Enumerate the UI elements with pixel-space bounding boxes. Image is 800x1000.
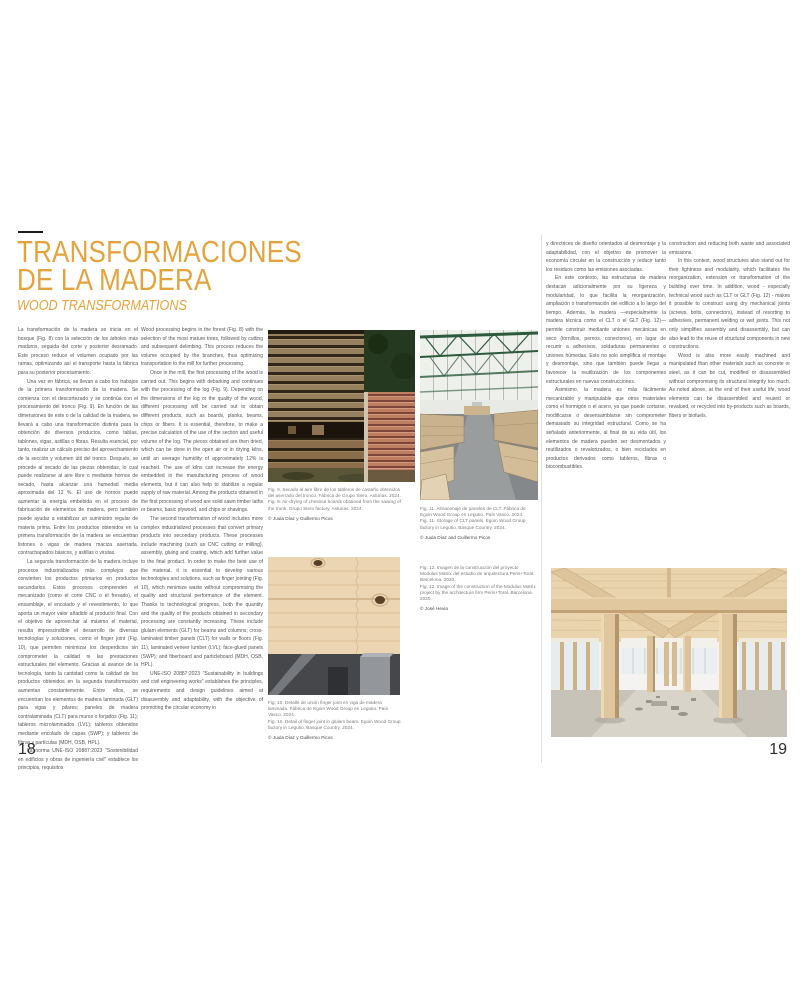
fig10-caption: [268, 700, 402, 741]
fig11-photo-credit: © Juula Díaz and Guillermo Picos: [420, 534, 491, 540]
paragraph: La segunda transformación de la madera incluye procesos industrializados más complejos que convierten los productos primarios en productos secundarios. Estos procesos comprenden el mecanizado (como el corte CNC o el fresado), el ensamblaje, el encolado y el revestimiento, lo que aporta un mayor valor añadido al producto final. Con el objetivo de aprovechar al máximo el material, resulta imprescindible el desarrollo de diversas tecnologías y soluciones, como el finger joint (Fig. 10), que permiten minimizar los desperdicios sin comprometer la calidad ni las prestaciones estructurales del elemento. Gracias al avance de la tecnología, tanto la cantidad como la calidad de los productos obtenidos en la segunda transformación aumentan constantemente. Entre ellos, se encuentran los elementos de madera laminada (GLT) para vigas y pilares; paneles de madera contralaminada (CLT) para muros o forjados (Fig. 11); tableros microlaminados (LVL); tableros obtenidos mediante encolado de capas (SWP); y tableros de fibras y partículas (MDH, OSB, HPL).: [18, 559, 138, 746]
paragraph: La norma UNE-ISO 20887:2023 "Sostenibilidad en edificios y obras de ingeniería civil" establece los principios, requisitos: [18, 748, 138, 772]
page-number-right: 19: [769, 741, 787, 758]
article-title-block: [17, 234, 302, 314]
paragraph: construction and reducing both waste and associated emissions.: [669, 241, 790, 256]
paragraph: In this context, wood structures also stand out for their lightness and modularity, which facilitates the reorganization, extension or transformation of the building over time. In addition, wood - especially technical wood such as CLT or GLT (Fig. 12) - makes it possible to construct using dry mechanical joints (screws, bolts, connectors), instead of resorting to adhesives, permanent welding or wet joints. This not only simplifies assembly and disassembly, but can also lead to the reuse of structural components in new constructions.: [669, 258, 790, 351]
paragraph: Wood processing begins in the forest (Fig. 8) with the selection of the most mature trees, followed by cutting and subsequent delimbing. This process reduces the volume occupied by the branches, thus optimizing transportation to the mill for further processing.: [141, 327, 263, 368]
page-title-line2: DE LA MADERA: [17, 262, 212, 297]
left-column-spanish: [18, 326, 138, 773]
left-column-english: [141, 326, 263, 713]
fig12-caption-en: Fig. 12. Image of the construction of the Modulus Matrix project by the architecture firm Peris+Toral, Barcelona. 2020.: [420, 583, 536, 602]
fig11-photo-clt-storage: [420, 330, 538, 500]
fig12-photo-credit: © José Hevia: [420, 606, 448, 612]
fig10-photo-credit: © Juula Díaz y Guillermo Picos: [268, 735, 333, 741]
page-subtitle: WOOD TRANSFORMATIONS: [17, 297, 187, 314]
paragraph: Once in the mill, the first processing of the wood is carried out. This begins with debarking and continues with the processing of the log (Fig. 9). Depending on the dimensions of the log or the quality of the wood, different processing will be carried out to obtain different products, such as boards, planks, beams, chips or fibers. It is essential, therefore, to make a precise calculation of the use of the section and useful volume of the log. The pieces obtained are then dried, which can be done in the open air or in drying kilns, until an average humidity of approximately 12% is reached. The use of kilns can increase the energy embedded in the manufacturing process of wood elements, but it can also help to stabilize a regular supply of raw material. Among the products obtained in the first processing of wood are solid sawn timber laths or beams, basic plywood, and chips or shavings.: [141, 369, 263, 514]
paragraph: En este contexto, las estructuras de madera destacan adicionalmente por su ligereza y modularidad, lo que facilita la reorganización, ampliación o transformación del edificio a lo largo del tiempo. Además, la madera —especialmente la madera técnica como el CLT o el GLT (Fig. 12)— permite construir mediante uniones mecánicas en seco (tornillos, pernos, conectores), en lugar de recurrir a adhesivos, soldaduras permanentes o uniones húmedas. Esto no solo simplifica el montaje y desmontaje, sino que también puede llegar a favorecer la reutilización de los componentes estructurales en nuevas construcciones.: [546, 275, 666, 385]
fig11-caption: [420, 506, 537, 541]
section-rule: [18, 231, 43, 233]
fig12-caption-es: Fig. 12. Imagen de la construcción del proyecto Modulus Matrix del estudio de arquitectura Peris+Toral. Barcelona. 2020.: [420, 565, 535, 583]
paragraph: Asimismo, la madera es más fácilmente mecanizable y manipulable que otros materiales como el hormigón o el acero, ya que puede cortarse, modificarse o desensamblarse sin comprometer demasiado su integridad estructural. Como se ha señalado anteriormente, al final de su vida útil, los elementos de madera pueden ser desmontados y reutilizados o revalorizados, o bien reciclados en productos derivados como tableros, fibras o biocombustibles.: [546, 387, 666, 471]
fig11-caption-en: Fig. 11. Storage of CLT panels. Egoin Wood Group factory in Legutio, Basque Country. 2024.: [420, 518, 526, 530]
fig9-photo-board-stacks: [268, 330, 415, 482]
fig9-caption-en: Fig. 9. Air-drying of chestnut boards obtained from the sawing of the trunk. Grupo Siero factory, Asturias, 2024.: [268, 499, 401, 511]
fig9-photo-credit: © Juula Díaz y Guillermo Picos: [268, 515, 333, 521]
paragraph: Wood is also more easily machined and manipulated than other materials such as concrete or steel, as it can be cut, modified or disassembled without compromising its structural integrity too much. As noted above, at the end of their useful life, wood elements can be disassembled and reused or revalued, or recycled into by-products such as boards, fibers or biofuels.: [669, 352, 790, 419]
paragraph: La transformación de la madera se inicia en el bosque (Fig. 8) con la selección de los árboles más maduros, seguida del corte y posterior desramado. Este proceso reduce el volumen ocupado por las ramas, optimizando así el transporte hasta la fábrica para su posterior procesamiento.: [18, 327, 138, 376]
mid-columns: [647, 636, 691, 692]
page-title-line1: TRANSFORMACIONES: [17, 234, 302, 269]
fig10-photo-finger-joint: [268, 557, 400, 695]
fig10-caption-en: Fig. 10. Detail of finger joint in glulam beam. Egoin Wood Group factory in Legutio, Basque Country. 2024.: [268, 718, 401, 730]
paragraph: UNE-ISO 20887:2023 "Sustainability in buildings and civil engineering works" establishes the principles, requirements and design guidelines aimed at disassembly and adaptability, with the objective of promoting the circular economy in: [141, 670, 263, 712]
paragraph: Una vez en fábrica, se llevan a cabo los trabajos de la primera transformación de la madera. Se comienza con el descortezado y se continúa con el procesamiento del tronco (Fig. 9). En función de las dimensiones de este o de la calidad de la madera, se llevará a cabo una transformación distinta para la obtención de diversos productos, como tablas, tablones, vigas, astillas o fibras. Resulta esencial, por tanto, realizar un cálculo preciso del aprovechamiento de la sección y volumen útil del tronco. Después, se procede al secado de las piezas obtenidas, lo cual puede realizarse al aire libre o mediante hornos de secado, hasta alcanzar una humedad media aproximada del 12 %. El uso de hornos puede aumentar la energía embebida en el proceso de fabricación de elementos de madera, pero también puede ayudar a estabilizar un suministro regular de materia prima. Entre los productos obtenidos en la primera transformación de la madera se encuentran listones o vigas de madera maciza aserrada, contrachapados básicos, y astillas o virutas.: [18, 378, 138, 557]
page-gutter-line: [541, 235, 542, 763]
fig12-caption: [420, 565, 537, 612]
page-number-left: 18: [18, 741, 36, 758]
fig9-caption: [268, 487, 402, 522]
fig10-caption-es: Fig. 10. Detalle de unión finger joint en viga de madera laminada. Fábrica de Egoin Wood Group en Legutio. País Vasco. 2024.: [268, 700, 389, 718]
paragraph: y directrices de diseño orientados al desmontaje y la adaptabilidad, con el objetivo de promover la economía circular en la construcción y reducir tanto los residuos como las emisiones asociadas.: [546, 241, 666, 273]
right-column-spanish: [546, 240, 666, 472]
fig12-photo-timber-interior: [551, 568, 787, 737]
right-column-english: [669, 240, 790, 420]
fig9-caption-es: Fig. 9. Secado al aire libre de los tableros de castaño obtenidos del aserrado del tronco. Fábrica de Grupo Siero, Asturias. 2024.: [268, 487, 401, 499]
fig11-caption-es: Fig. 11. Almacenaje de paneles de CLT. Fábrica de Egoin Wood Group en Legutio. País Vasco. 2024.: [420, 506, 526, 518]
paragraph: The second transformation of wood includes more complex industrialized processes that convert primary products into secondary products. These processes include machining (such as CNC cutting or milling), assembly, gluing and coating, which add further value to the final product. In order to make the best use of the material, it is essential to develop various technologies and solutions, such as finger jointing (Fig. 10), which minimize waste without compromising the quality and structural performance of the element. Thanks to technological progress, both the quantity and the quality of the products obtained in secondary processing are constantly increasing. These include glulam elements (GLT) for beams and columns; cross-laminated timber panels (CLT) for walls or floors (Fig. 11); laminated veneer lumber (LVL); face-glued panels (SWP); and fiberboard and particleboard (MDH, OSB, HPL).: [141, 516, 263, 669]
